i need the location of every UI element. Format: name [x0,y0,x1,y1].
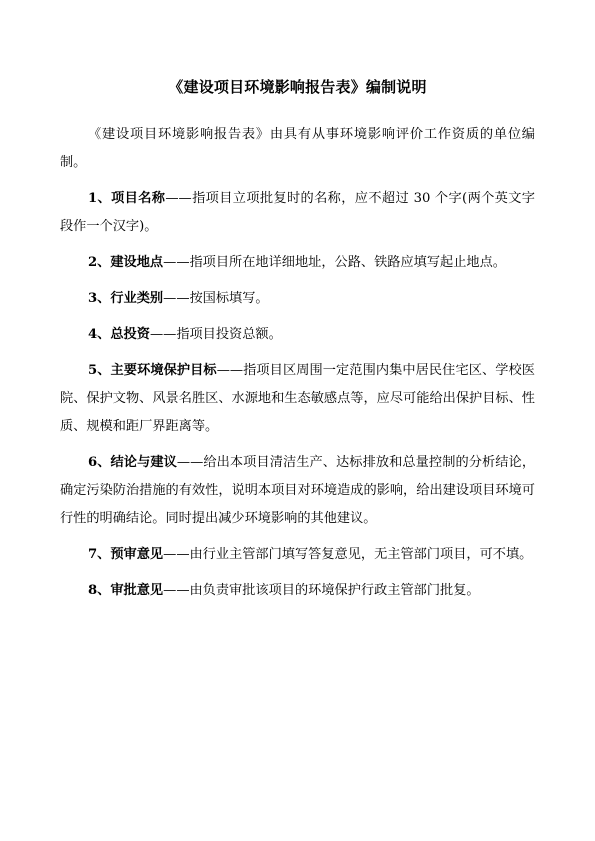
item-number: 4、 [88,327,111,342]
item-label: 预审意见 [110,547,164,562]
item-project-name [60,185,535,241]
item-label: 审批意见 [110,583,164,598]
item-number: 6、 [88,455,111,470]
item-construction-site [60,249,535,277]
item-preliminary-review [60,541,535,569]
item-label: 行业类别 [110,291,164,306]
item-number: 3、 [88,291,111,306]
item-number: 2、 [88,255,111,270]
item-text: ——由负责审批该项目的环境保护行政主管部门批复。 [163,583,480,598]
item-label: 建设地点 [110,255,164,270]
document-body [60,121,535,613]
item-label: 主要环境保护目标 [110,363,217,378]
page-title: 《建设项目环境影响报告表》编制说明 [168,78,427,96]
item-label: 结论与建议 [110,455,177,470]
item-text: ——按国标填写。 [163,291,269,306]
item-total-investment [60,321,535,349]
item-text: ——指项目所在地详细地址，公路、铁路应填写起止地点。 [163,255,506,270]
item-protection-targets [60,357,535,441]
item-text: ——指项目投资总额。 [149,327,282,342]
item-number: 8、 [88,583,111,598]
item-label: 总投资 [110,327,150,342]
item-number: 1、 [88,191,112,206]
item-conclusions [60,449,535,533]
item-industry-category [60,285,535,313]
item-number: 5、 [88,363,111,378]
intro-paragraph: 《建设项目环境影响报告表》由具有从事环境影响评价工作资质的单位编制。 [60,127,535,170]
item-text: ——给出本项目清洁生产、达标排放和总量控制的分析结论，确定污染防治措施的有效性，说明本项目对环境造成的影响，给出建设项目环境可行性的明确结论。同时提出减少环境影响的其他建议。 [60,455,536,526]
item-number: 7、 [88,547,111,562]
item-text: ——指项目区周围一定范围内集中居民住宅区、学校医院、保护文物、风景名胜区、水源地和生态敏感点等，应尽可能给出保护目标、性质、规模和距厂界距离等。 [60,363,535,434]
item-text: ——指项目立项批复时的名称，应不超过 30 个字(两个英文字段作一个汉字)。 [60,191,535,234]
item-text: ——由行业主管部门填写答复意见，无主管部门项目，可不填。 [163,547,533,562]
item-label: 项目名称 [111,191,166,206]
item-approval-opinion [60,577,535,605]
